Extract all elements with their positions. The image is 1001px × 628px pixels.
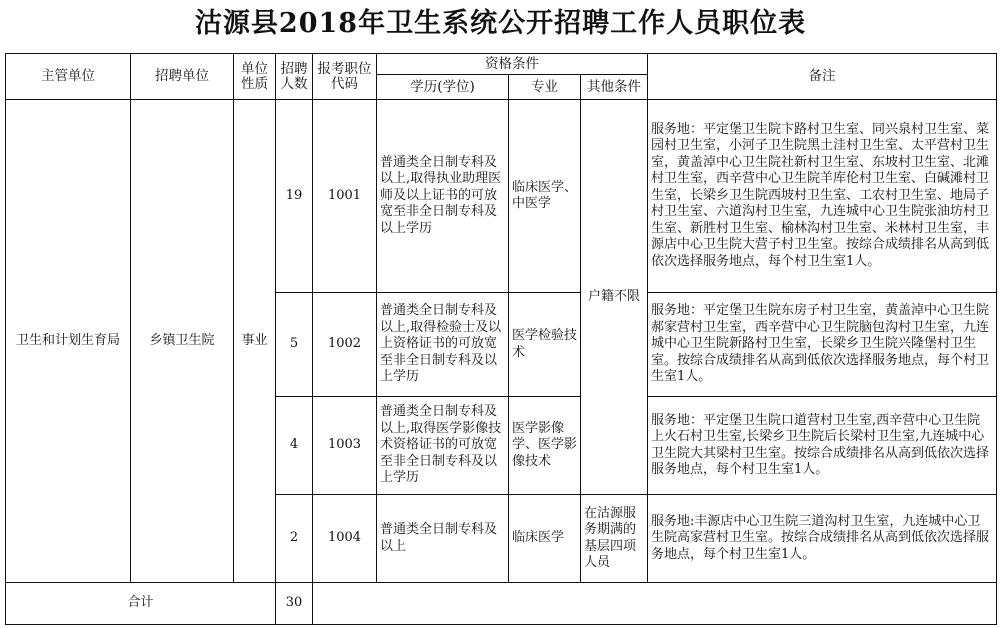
header-row-1 — [6, 54, 997, 75]
remarks-cell: 服务地：平定堡卫生院东房子村卫生室，黄盖淖中心卫生院郝家营村卫生室，西辛营中心卫生院脑包沟村卫生室，九连城中心卫生院新路村卫生室，长梁乡卫生院兴隆堡村卫生室。按综合成绩排名从高到低依次选择服务地点，每个村卫生室1人。 — [648, 293, 997, 397]
total-row — [6, 583, 997, 625]
other-conditions-cell: 在沽源服务期满的基层四项人员 — [581, 495, 648, 583]
major-cell: 临床医学 — [509, 495, 581, 583]
header-position-code: 报考职位代码 — [313, 54, 377, 100]
position-table — [5, 53, 997, 625]
other-conditions-shared-cell: 户籍不限 — [581, 100, 648, 495]
total-label: 合计 — [6, 583, 276, 625]
page-title: 沽源县2018年卫生系统公开招聘工作人员职位表 — [194, 8, 807, 39]
total-empty-cell — [313, 583, 997, 625]
header-recruiting-unit: 招聘单位 — [131, 54, 234, 100]
major-cell: 临床医学、中医学 — [509, 100, 581, 293]
position-code-cell: 1003 — [313, 397, 377, 495]
education-cell: 普通类全日制专科及以上,取得医学影像技术资格证书的可放宽至非全日制专科及以上学历 — [377, 397, 509, 495]
header-requirements-group: 资格条件 — [377, 54, 648, 75]
position-code-cell: 1002 — [313, 293, 377, 397]
total-count: 30 — [276, 583, 313, 625]
major-cell: 医学影像学、医学影像技术 — [509, 397, 581, 495]
position-code-cell: 1001 — [313, 100, 377, 293]
education-cell: 普通类全日制专科及以上,取得检验士及以上资格证书的可放宽至非全日制专科及以上学历 — [377, 293, 509, 397]
header-recruit-count: 招聘人数 — [276, 54, 313, 100]
header-unit-nature: 单位性质 — [234, 54, 276, 100]
header-remarks: 备注 — [648, 54, 997, 100]
recruiting-unit-cell: 乡镇卫生院 — [131, 100, 234, 583]
major-cell: 医学检验技术 — [509, 293, 581, 397]
header-other-conditions: 其他条件 — [581, 75, 648, 100]
remarks-cell: 服务地:丰源店中心卫生院三道沟村卫生室，九连城中心卫生院高家营村卫生室。按综合成绩排名从高到低依次选择服务地点，每个村卫生室1人。 — [648, 495, 997, 583]
unit-nature-cell: 事业 — [234, 100, 276, 583]
recruit-count-cell: 4 — [276, 397, 313, 495]
table-row — [6, 100, 997, 293]
education-cell: 普通类全日制专科及以上,取得执业助理医师及以上证书的可放宽至非全日制专科及以上学历 — [377, 100, 509, 293]
recruit-count-cell: 5 — [276, 293, 313, 397]
remarks-cell: 服务地：平定堡卫生院卞路村卫生室、同兴泉村卫生室、菜园村卫生室，小河子卫生院黑土洼村卫生室、太平营村卫生室，黄盖淖中心卫生院社新村卫生室、东坡村卫生室、北滩村卫生室，西辛营中心卫生院羊库伦村卫生室、白碱滩村卫生室，长梁乡卫生院西坡村卫生室、工农村卫生室、地局子村卫生室、六道沟村卫生室，九连城中心卫生院张油坊村卫生室、新胜村卫生室、榆林沟村卫生室、米林村卫生室，丰源店中心卫生院大营子村卫生室。按综合成绩排名从高到低依次选择服务地点，每个村卫生室1人。 — [648, 100, 997, 293]
position-code-cell: 1004 — [313, 495, 377, 583]
remarks-cell: 服务地：平定堡卫生院口道营村卫生室,西辛营中心卫生院上火石村卫生室,长梁乡卫生院后长梁村卫生室,九连城中心卫生院大其梁村卫生室。按综合成绩排名从高到低依次选择服务地点，每个村卫生室1人。 — [648, 397, 997, 495]
header-education: 学历(学位) — [377, 75, 509, 100]
competent-unit-cell: 卫生和计划生育局 — [6, 100, 131, 583]
recruit-count-cell: 2 — [276, 495, 313, 583]
header-competent-unit: 主管单位 — [6, 54, 131, 100]
education-cell: 普通类全日制专科及以上 — [377, 495, 509, 583]
header-major: 专业 — [509, 75, 581, 100]
recruit-count-cell: 19 — [276, 100, 313, 293]
